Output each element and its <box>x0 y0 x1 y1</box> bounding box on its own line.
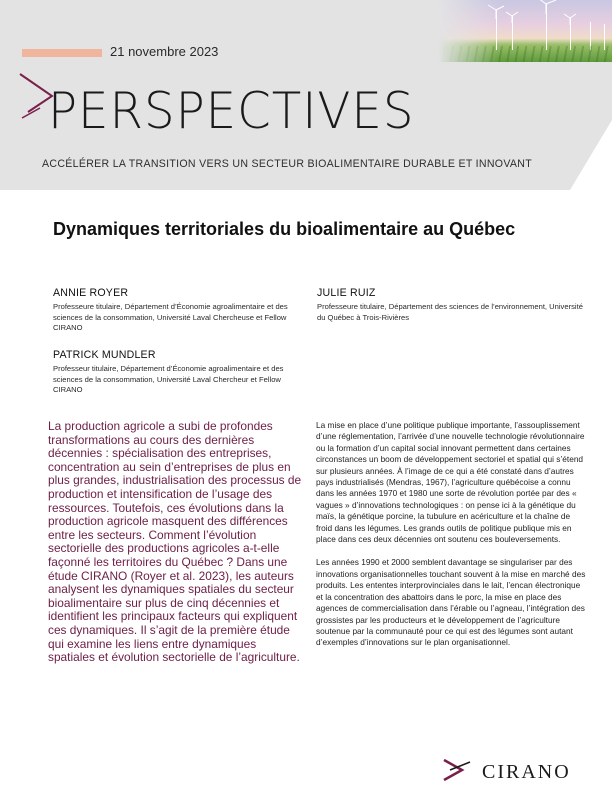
series-title: PERSPECTIVES <box>48 82 415 140</box>
article-title: Dynamiques territoriales du bioalimentaire au Québec <box>53 219 516 239</box>
author-patrick-mundler <box>53 350 303 396</box>
cirano-logo-icon <box>440 756 480 784</box>
author-affiliation: Professeure titulaire, Département des sciences de l’environnement, Université du Québec à Trois-Rivières <box>317 302 583 322</box>
author-name: JULIE RUIZ <box>317 287 376 299</box>
header-band <box>0 0 612 190</box>
author-affiliation: Professeur titulaire, Département d’Économie agroalimentaire et des sciences de la consommation, Université Laval Chercheur et Fellow CIRANO <box>53 364 284 395</box>
wind-farm-photo <box>438 0 612 62</box>
body-paragraph: Les années 1990 et 2000 semblent davantage se singulariser par des innovations organisationnelles touchant souvent à la mise en marché des produits. Les ententes interprovinciales dans le lait, l’encan électronique et la concentration des abattoirs dans le porc, la mise en place des agences de commercialisation dans l’érable ou l’agneau, l’intégration des grossistes par les producteurs et le développement de l’agriculture soutenue par la communauté pour ce qui est des légumes sont autant d’exemples d’innovations sur le plan organisationnel. <box>316 557 586 648</box>
author-annie-royer <box>53 288 303 334</box>
author-affiliation: Professeure titulaire, Département d’Économie agroalimentaire et des sciences de la consommation, Université Laval Chercheuse et Fellow CIRANO <box>53 302 288 333</box>
author-name: ANNIE ROYER <box>53 287 129 299</box>
body-paragraph: La mise en place d’une politique publique importante, l’assouplissement d’une réglementation, l’arrivée d’une nouvelle technologie révolutionnaire ou la formation d’un capital social innovant permettent dans certaines circonstances un boom de développement sectoriel et spatial qui s’étend sur plusieurs années. À l’image de ce qui a été constaté dans d’autres pays industrialisés (Mendras, 1967), l’agriculture québécoise a connu dans les années 1970 et 1980 une sorte de révolution portée par des « vagues » d’innovations technologiques : on pense ici à la génétique du maïs, la génétique porcine, la tubulure en acériculture et la chaîne de froid dans les légumes. Les grands outils de politique publique mis en place dans ces deux décennies ont soutenu ces bouleversements. <box>316 420 585 545</box>
corner-diagonal-decoration <box>560 120 612 190</box>
publication-date: 21 novembre 2023 <box>110 44 219 59</box>
date-accent-bar <box>22 49 102 57</box>
author-name: PATRICK MUNDLER <box>53 349 156 361</box>
series-subtitle: ACCÉLÉRER LA TRANSITION VERS UN SECTEUR BIOALIMENTAIRE DURABLE ET INNOVANT <box>42 158 532 170</box>
body-column <box>316 420 588 661</box>
author-julie-ruiz <box>317 288 587 323</box>
cirano-brand[interactable]: CIRANO <box>482 761 571 783</box>
lead-paragraph: La production agricole a subi de profondes transformations au cours des dernières décennies : spécialisation des entreprises, concentration au sein d’entreprises de plus en plus grandes, industrialisation des processus de production et intensification de l’usage des ressources. Toutefois, ces évolutions dans la production agricole masquent des différences entre les secteurs. Comment l’évolution sectorielle des productions agricoles a-t-elle façonné les territoires du Québec ? Dans une étude CIRANO (Royer et al. 2023), les auteurs analysent les dynamiques spatiales du secteur bioalimentaire sur plus de cinq décennies et identifient les principaux facteurs qui expliquent ces dynamiques. Il s’agit de la première étude qui examine les liens entre dynamiques spatiales et évolution sectorielle de l’agriculture. <box>48 419 302 665</box>
